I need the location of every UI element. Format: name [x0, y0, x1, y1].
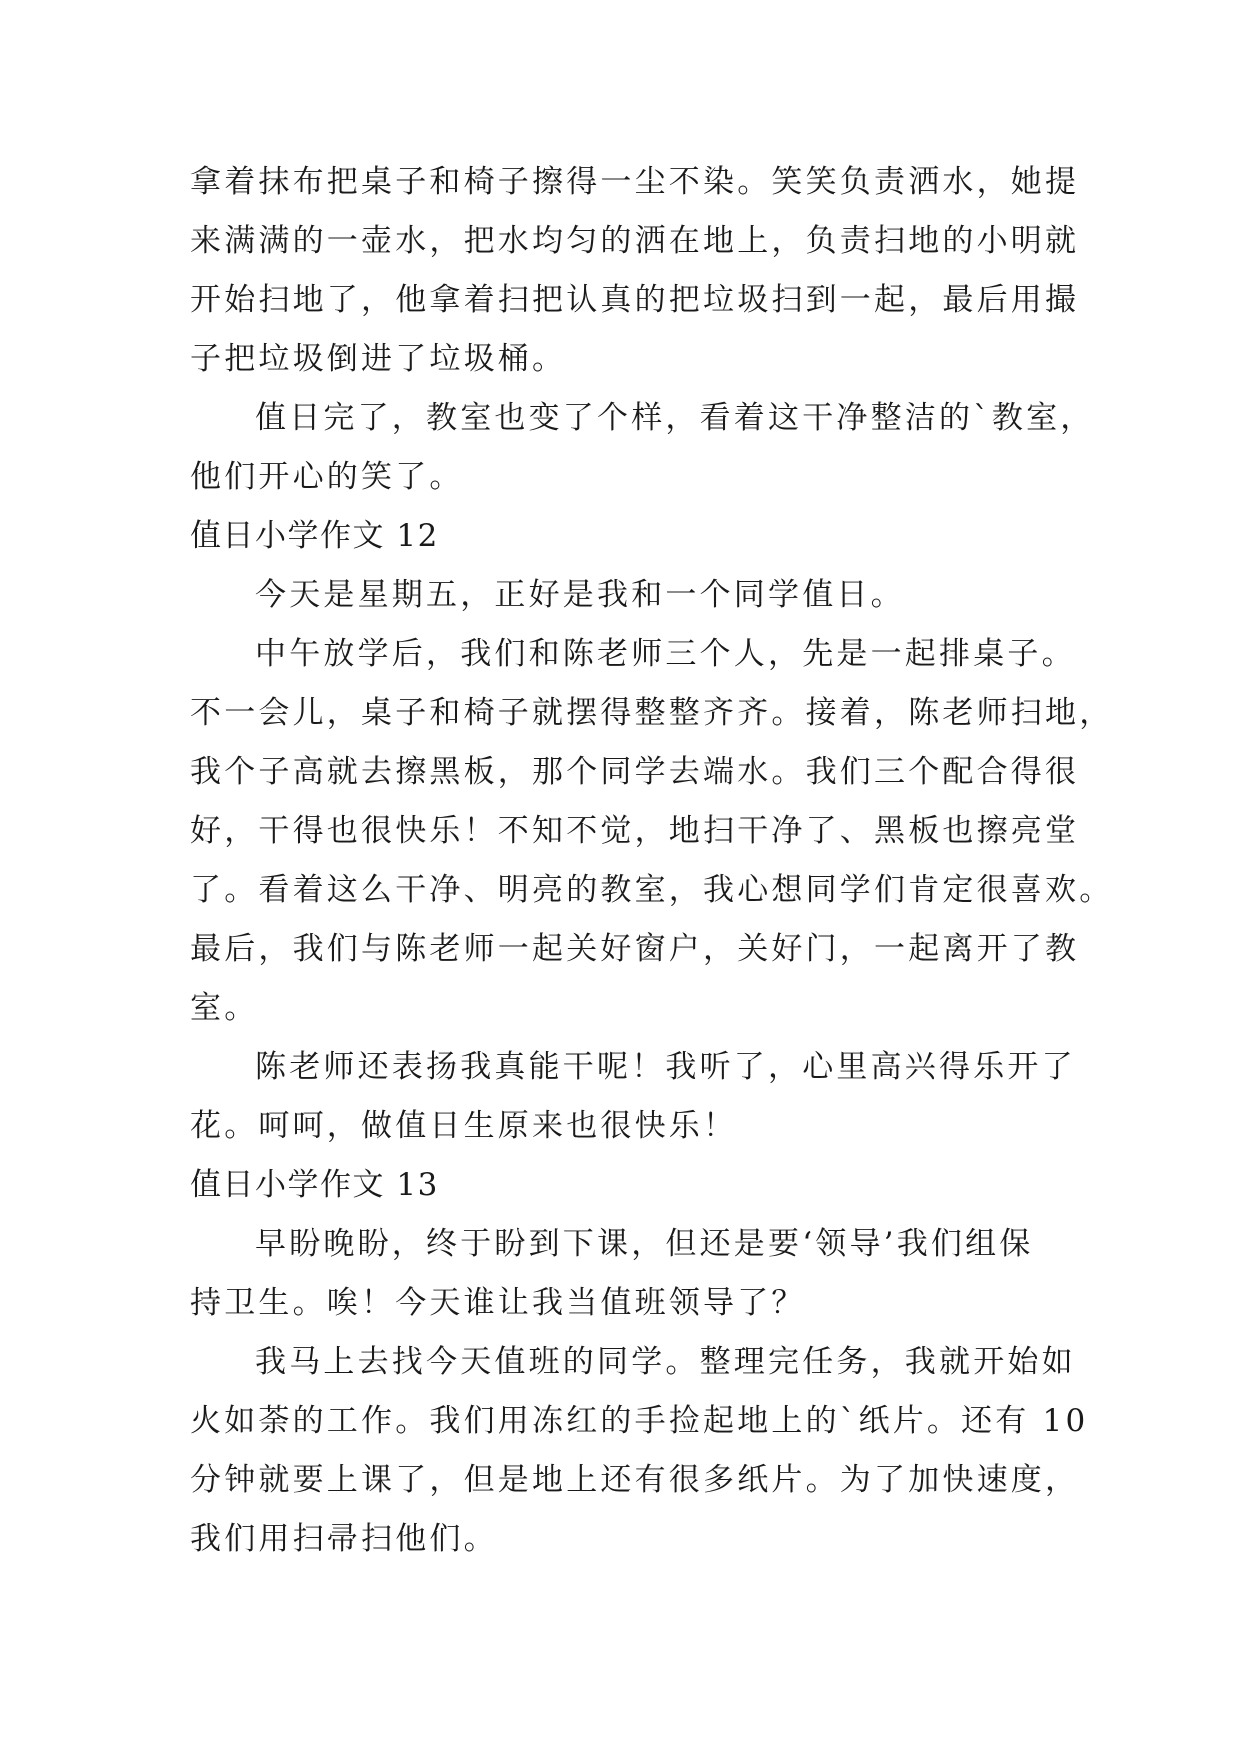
- text-line: 不一会儿，桌子和椅子就摆得整整齐齐。接着，陈老师扫地，: [190, 695, 1114, 731]
- text-line: 室。: [190, 990, 259, 1026]
- paragraph-start-line: 我马上去找今天值班的同学。整理完任务，我就开始如: [255, 1344, 1076, 1380]
- text-line: 来满满的一壶水，把水均匀的洒在地上，负责扫地的小明就: [190, 223, 1080, 259]
- paragraph-start-line: 今天是星期五，正好是我和一个同学值日。: [255, 577, 905, 613]
- section-heading: 值日小学作文 13: [190, 1167, 439, 1203]
- text-line: 花。呵呵，做值日生原来也很快乐！: [190, 1108, 738, 1144]
- text-line: 火如荼的工作。我们用冻红的手捡起地上的`纸片。还有 10: [190, 1403, 1089, 1439]
- text-line: 他们开心的笑了。: [190, 459, 464, 495]
- text-line: 子把垃圾倒进了垃圾桶。: [190, 341, 567, 377]
- section-heading: 值日小学作文 12: [190, 518, 439, 554]
- text-line: 我个子高就去擦黑板，那个同学去端水。我们三个配合得很: [190, 754, 1080, 790]
- text-line: 拿着抹布把桌子和椅子擦得一尘不染。笑笑负责洒水，她提: [190, 164, 1080, 200]
- text-line: 持卫生。唉！今天谁让我当值班领导了？: [190, 1285, 806, 1321]
- text-line: 分钟就要上课了，但是地上还有很多纸片。为了加快速度，: [190, 1462, 1080, 1498]
- text-line: 最后，我们与陈老师一起关好窗户，关好门，一起离开了教: [190, 931, 1080, 967]
- text-line: 好，干得也很快乐！不知不觉，地扫干净了、黑板也擦亮堂: [190, 813, 1080, 849]
- text-line: 我们用扫帚扫他们。: [190, 1521, 498, 1557]
- paragraph-start-line: 陈老师还表扬我真能干呢！我听了，心里高兴得乐开了: [255, 1049, 1076, 1085]
- paragraph-start-line: 早盼晚盼，终于盼到下课，但还是要‘领导’我们组保: [255, 1226, 1034, 1262]
- paragraph-start-line: 值日完了，教室也变了个样，看着这干净整洁的`教室，: [255, 400, 1095, 436]
- text-line: 开始扫地了，他拿着扫把认真的把垃圾扫到一起，最后用撮: [190, 282, 1080, 318]
- text-line: 了。看着这么干净、明亮的教室，我心想同学们肯定很喜欢。: [190, 872, 1114, 908]
- paragraph-start-line: 中午放学后，我们和陈老师三个人，先是一起排桌子。: [255, 636, 1076, 672]
